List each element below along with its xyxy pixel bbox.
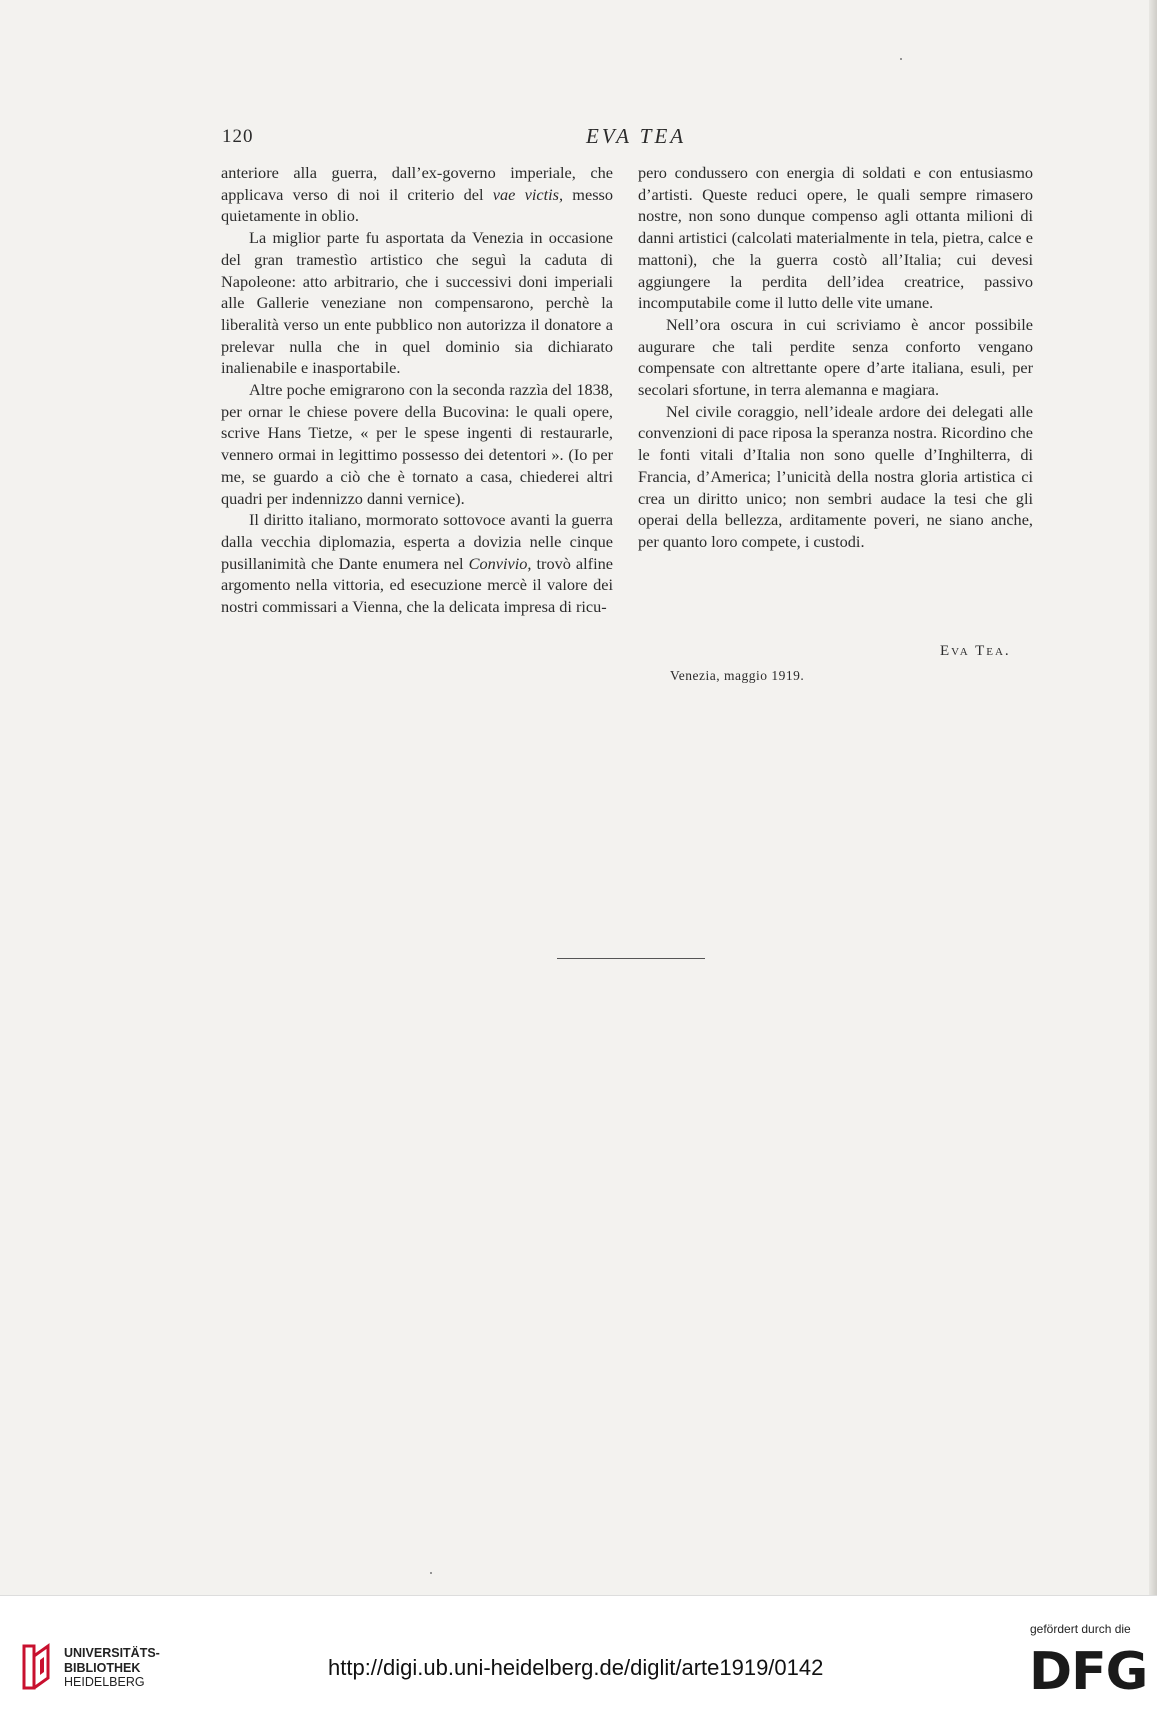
paragraph: Altre poche emigrarono con la seconda razzìa del 1838, per ornar le chiese povere della Bucovina: le quali opere, scrive Hans Tietze, « per le spese ingenti di restaurarle, vennero ormai in legittimo possesso dei detentori ». (Io per me, se guardo a ciò che è tornato a casa, chiederei altri quadri per indennizzo danni vernice).: [221, 380, 613, 508]
section-divider: [557, 958, 705, 959]
page-edge-shadow: [1149, 0, 1157, 1595]
right-column: [638, 162, 1033, 553]
scan-speck: [900, 58, 902, 60]
paragraph: pero condussero con energia di soldati e con entusiasmo d’artisti. Queste reduci opere, le quali sempre rimasero nostre, non sono dunque compenso agli ottanta milioni di danni artistici (calcolati materialmente in tela, pietra, calce e mattoni), che la guerra costò all’Italia; cui devesi aggiungere la perdita dell’idea creatrice, passivo incomputabile come il lutto delle vite umane.: [638, 163, 1033, 313]
library-logo-icon: [20, 1642, 54, 1692]
author-signature: Eva Tea.: [940, 643, 1011, 659]
page-number: 120: [222, 126, 254, 147]
scan-speck: [430, 1572, 432, 1574]
dfg-logo: DFG: [1029, 1642, 1148, 1702]
paragraph: Nel civile coraggio, nell’ideale ardore dei delegati alle convenzioni di pace riposa la speranza nostra. Ricordino che le fonti vitali d’Italia non sono quelle d’Inghilterra, di Francia, d’America; l’unicità della nostra gloria artistica ci crea un diritto unico; non sembri audace la tesi che gli operai della bellezza, arditamente poveri, ne siano anche, per quanto loro compete, i custodi.: [638, 401, 1033, 551]
viewer-footer: [0, 1595, 1157, 1720]
paragraph: La miglior parte fu asportata da Venezia in occasione del gran tramestìo artistico che seguì la caduta di Napoleone: atto arbitrario, che i successivi doni imperiali alle Gallerie veneziane non compensarono, perchè la liberalità verso un ente pubblico non autorizza il donatore a prelevar nulla che in quel dominio sia dichiarato inalienabile e inasportabile.: [221, 228, 613, 378]
left-column: [221, 162, 613, 618]
paragraph: Nell’ora oscura in cui scriviamo è ancor possibile augurare che tali perdite senza conforto vengano compensate con altrettante opere d’arte italiana, esuli, per secolari sfortune, in terra alemanna e magiara.: [638, 314, 1033, 400]
paragraph: anteriore alla guerra, dall’ex-governo imperiale, che applicava verso di noi il criterio del vae victis, messo quietamente in oblio.: [221, 163, 614, 226]
date-line: Venezia, maggio 1919.: [670, 668, 805, 683]
running-title: EVA TEA: [586, 124, 687, 148]
library-name: UNIVERSITÄTS- BIBLIOTHEK HEIDELBERG: [64, 1646, 160, 1689]
paragraph: Il diritto italiano, mormorato sottovoce avanti la guerra dalla vecchia diplomazia, esperta a dovizia nelle cinque pusillanimità che Dante enumera nel Convivio, trovò alfine argomento nella vittoria, ed esecuzione mercè il valore dei nostri commissari a Vienna, che la delicata impresa di ricu-: [221, 510, 613, 617]
funding-label: gefördert durch die: [1030, 1622, 1131, 1636]
permalink[interactable]: http://digi.ub.uni-heidelberg.de/diglit/arte1919/0142: [328, 1655, 824, 1680]
